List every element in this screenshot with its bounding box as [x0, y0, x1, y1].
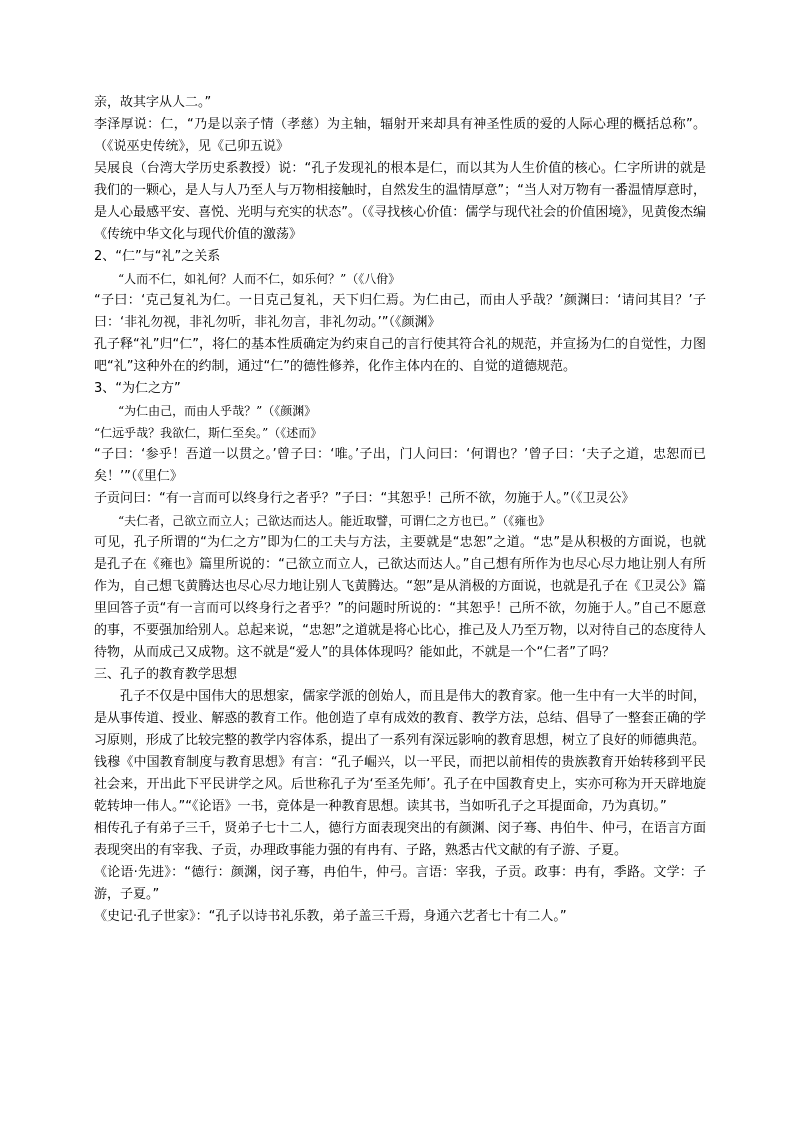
section-heading: 三、孔子的教育教学思想: [94, 667, 238, 682]
quote-paragraph: “夫仁者，己欲立而立人；己欲达而达人。能近取譬，可谓仁之方也已。”（《雍也》: [118, 514, 551, 528]
text-paragraph: 李泽厚说：仁，“乃是以亲子情（孝慈）为主轴，辐射开来却具有神圣性质的爱的人际心理的概括总称”。（《说巫史传统》，见《己卯五说》: [94, 117, 706, 154]
quote-paragraph: “为仁由己，而由人乎哉？”（《颜渊》: [118, 404, 317, 418]
text-paragraph: 《史记·孔子世家》：“孔子以诗书礼乐教，弟子盖三千焉，身通六艺者七十有二人。”: [94, 909, 567, 924]
text-paragraph: 可见，孔子所谓的“为仁之方”即为仁的工夫与方法，主要就是“忠恕”之道。“忠”是从积极的方面说，也就是孔子在《雍也》篇里所说的：“己欲立而立人，己欲达而达人。”自己想有所作为也尽心尽力地让别人有所作为，自己想飞黄腾达也尽心尽力地让别人飞黄腾达。“恕”是从消极的方面说，也就是孔子在《卫灵公》篇里回答子贡“有一言而可以终身行之者乎？”的问题时所说的：“其恕乎！己所不欲，勿施于人。”自己不愿意的事，不要强加给别人。总起来说，“忠恕”之道就是将心比心，推己及人乃至万物，以对待自己的态度待人待物，从而成己又成物。这不就是“爱人”的具体体现吗？能如此，不就是一个“仁者”了吗？: [94, 535, 706, 660]
text-paragraph: 孔子不仅是中国伟大的思想家，儒家学派的创始人，而且是伟大的教育家。他一生中有一大半的时间，是从事传道、授业、解惑的教育工作。他创造了卓有成效的教育、教学方法，总结、倡导了一整套正确的学习原则，形成了比较完整的教学内容体系，提出了一系列有深远影响的教育思想，树立了良好的师德典范。: [94, 689, 706, 748]
quote-paragraph: “人而不仁，如礼何？人而不仁，如乐何？”（《八佾》: [118, 272, 401, 286]
document-page: [94, 92, 706, 928]
text-paragraph: 相传孔子有弟子三千，贤弟子七十二人，德行方面表现突出的有颜渊、闵子骞、冉伯牛、仲弓，在语言方面表现突出的有宰我、子贡，办理政事能力强的有冉有、子路，熟悉古代文献的有子游、子夏。: [94, 821, 706, 858]
text-paragraph: 《论语·先进》：“德行：颜渊，闵子骞，冉伯牛，仲弓。言语：宰我，子贡。政事：冉有，季路。文学：子游，子夏。”: [94, 865, 706, 902]
text-paragraph: 孔子释“礼”归“仁”，将仁的基本性质确定为约束自己的言行使其符合礼的规范，并宣扬为仁的自觉性，力图吧“礼”这种外在的约制，通过“仁”的德性修养，化作主体内在的、自觉的道德规范。: [94, 337, 706, 374]
section-heading: 3、“为仁之方”: [94, 381, 181, 396]
text-paragraph: 亲，故其字从人二。”: [94, 95, 212, 110]
quote-paragraph: 子贡问曰：“有一言而可以终身行之者乎？”子曰：“其恕乎！己所不欲，勿施于人。”（《卫灵公》: [94, 491, 635, 506]
quote-paragraph: “仁远乎哉？我欲仁，斯仁至矣。”（《述而》: [94, 426, 323, 440]
text-paragraph: 钱穆《中国教育制度与教育思想》有言：“孔子崛兴，以一平民，而把以前相传的贵族教育开始转移到平民社会来，开出此下平民讲学之风。后世称孔子为‘至圣先师’。孔子在中国教育史上，实亦可称为开天辟地旋乾转坤一伟人。”“《论语》一书，竟体是一种教育思想。读其书，当如听孔子之耳提面命，乃为真切。”: [94, 755, 706, 814]
section-heading: 2、“仁”与“礼”之关系: [94, 249, 221, 264]
quote-paragraph: “子曰：‘克己复礼为仁。一日克己复礼，天下归仁焉。为仁由己，而由人乎哉？’颜渊曰：‘请问其目？’子曰：‘非礼勿视，非礼勿听，非礼勿言，非礼勿动。’”（《颜渊》: [94, 293, 706, 330]
text-paragraph: 吴展良（台湾大学历史系教授）说：“孔子发现礼的根本是仁，而以其为人生价值的核心。仁字所讲的就是我们的一颗心，是人与人乃至人与万物相接触时，自然发生的温情厚意”；“当人对万物有一番温情厚意时，是人心最感平安、喜悦、光明与充实的状态”。（《寻找核心价值：儒学与现代社会的价值困境》，见黄俊杰编《传统中华文化与现代价值的激荡》: [94, 161, 706, 242]
quote-paragraph: “子曰：‘参乎！吾道一以贯之。’曾子曰：‘唯。’子出，门人问曰：‘何谓也？’曾子曰：‘夫子之道，忠恕而已矣！’”（《里仁》: [94, 447, 706, 484]
